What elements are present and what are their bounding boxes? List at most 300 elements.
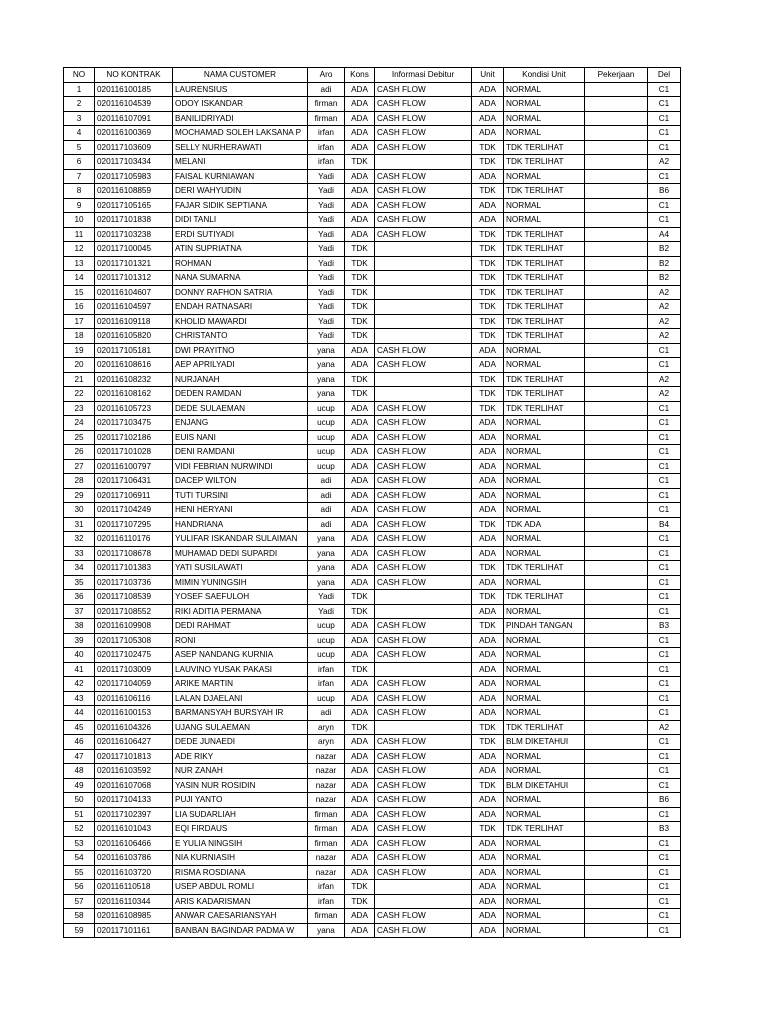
cell-del: B6 (648, 184, 681, 199)
cell-informasi-debitur: CASH FLOW (375, 459, 472, 474)
cell-informasi-debitur: CASH FLOW (375, 358, 472, 373)
cell-del: C1 (648, 474, 681, 489)
cell-pekerjaan (585, 227, 648, 242)
cell-del: C1 (648, 677, 681, 692)
cell-nama-customer: EUIS NANI (173, 430, 308, 445)
cell-unit: ADA (472, 633, 504, 648)
cell-pekerjaan (585, 662, 648, 677)
table-row (64, 430, 681, 445)
cell-unit: ADA (472, 111, 504, 126)
cell-informasi-debitur: CASH FLOW (375, 227, 472, 242)
cell-pekerjaan (585, 590, 648, 605)
cell-del: A2 (648, 285, 681, 300)
cell-informasi-debitur: CASH FLOW (375, 575, 472, 590)
cell-informasi-debitur: CASH FLOW (375, 749, 472, 764)
cell-pekerjaan (585, 793, 648, 808)
table-row (64, 445, 681, 460)
cell-informasi-debitur: CASH FLOW (375, 793, 472, 808)
cell-unit: ADA (472, 662, 504, 677)
cell-pekerjaan (585, 604, 648, 619)
table-row (64, 213, 681, 228)
table-row (64, 677, 681, 692)
cell-no-kontrak: 020116107068 (95, 778, 173, 793)
cell-pekerjaan (585, 648, 648, 663)
cell-unit: TDK (472, 401, 504, 416)
cell-no: 8 (64, 184, 95, 199)
header-kons: Kons (345, 68, 375, 83)
cell-no-kontrak: 020116110176 (95, 532, 173, 547)
cell-nama-customer: ENJANG (173, 416, 308, 431)
cell-no: 48 (64, 764, 95, 779)
cell-unit: ADA (472, 430, 504, 445)
table-row (64, 648, 681, 663)
cell-nama-customer: DERI WAHYUDIN (173, 184, 308, 199)
table-row (64, 416, 681, 431)
cell-no-kontrak: 020116100369 (95, 126, 173, 141)
cell-kons: ADA (345, 909, 375, 924)
cell-nama-customer: AEP APRILYADI (173, 358, 308, 373)
cell-no-kontrak: 020117102397 (95, 807, 173, 822)
table-row (64, 227, 681, 242)
cell-aro: firman (308, 111, 345, 126)
cell-no-kontrak: 020117101321 (95, 256, 173, 271)
cell-no: 9 (64, 198, 95, 213)
cell-kondisi-unit: NORMAL (504, 416, 585, 431)
cell-aro: irfan (308, 155, 345, 170)
cell-unit: ADA (472, 793, 504, 808)
cell-informasi-debitur: CASH FLOW (375, 619, 472, 634)
table-row (64, 169, 681, 184)
cell-informasi-debitur: CASH FLOW (375, 474, 472, 489)
cell-no-kontrak: 020116106116 (95, 691, 173, 706)
cell-aro: yana (308, 532, 345, 547)
cell-unit: TDK (472, 184, 504, 199)
cell-no: 46 (64, 735, 95, 750)
cell-kons: ADA (345, 546, 375, 561)
cell-kons: ADA (345, 445, 375, 460)
cell-aro: irfan (308, 126, 345, 141)
cell-kons: TDK (345, 720, 375, 735)
cell-no-kontrak: 020117101813 (95, 749, 173, 764)
cell-del: C1 (648, 706, 681, 721)
cell-unit: ADA (472, 343, 504, 358)
cell-nama-customer: DWI PRAYITNO (173, 343, 308, 358)
cell-pekerjaan (585, 416, 648, 431)
cell-kons: ADA (345, 807, 375, 822)
cell-kondisi-unit: NORMAL (504, 213, 585, 228)
cell-pekerjaan (585, 242, 648, 257)
cell-aro: ucup (308, 416, 345, 431)
cell-informasi-debitur: CASH FLOW (375, 807, 472, 822)
cell-kons: TDK (345, 271, 375, 286)
cell-del: C1 (648, 343, 681, 358)
cell-unit: TDK (472, 778, 504, 793)
table-row (64, 285, 681, 300)
cell-kons: ADA (345, 851, 375, 866)
cell-informasi-debitur: CASH FLOW (375, 343, 472, 358)
cell-nama-customer: EQI FIRDAUS (173, 822, 308, 837)
cell-unit: ADA (472, 923, 504, 938)
cell-kons: ADA (345, 227, 375, 242)
cell-informasi-debitur (375, 720, 472, 735)
cell-kondisi-unit: TDK TERLIHAT (504, 720, 585, 735)
cell-kondisi-unit: NORMAL (504, 749, 585, 764)
header-aro: Aro (308, 68, 345, 83)
cell-pekerjaan (585, 836, 648, 851)
cell-no-kontrak: 020116103592 (95, 764, 173, 779)
cell-aro: ucup (308, 648, 345, 663)
cell-no-kontrak: 020116108232 (95, 372, 173, 387)
cell-aro: Yadi (308, 256, 345, 271)
cell-aro: irfan (308, 662, 345, 677)
cell-no: 18 (64, 329, 95, 344)
cell-aro: ucup (308, 401, 345, 416)
cell-informasi-debitur: CASH FLOW (375, 126, 472, 141)
table-row (64, 82, 681, 97)
cell-aro: yana (308, 575, 345, 590)
cell-unit: ADA (472, 546, 504, 561)
cell-no: 29 (64, 488, 95, 503)
cell-aro: yana (308, 923, 345, 938)
cell-nama-customer: ASEP NANDANG KURNIA (173, 648, 308, 663)
cell-informasi-debitur: CASH FLOW (375, 633, 472, 648)
cell-no-kontrak: 020117100045 (95, 242, 173, 257)
cell-no-kontrak: 020117103009 (95, 662, 173, 677)
cell-informasi-debitur (375, 271, 472, 286)
cell-unit: TDK (472, 517, 504, 532)
cell-informasi-debitur (375, 604, 472, 619)
cell-unit: ADA (472, 198, 504, 213)
cell-no-kontrak: 020117106911 (95, 488, 173, 503)
cell-unit: ADA (472, 604, 504, 619)
cell-no-kontrak: 020116103786 (95, 851, 173, 866)
cell-aro: irfan (308, 880, 345, 895)
cell-nama-customer: DENI RAMDANI (173, 445, 308, 460)
cell-aro: Yadi (308, 184, 345, 199)
cell-no: 54 (64, 851, 95, 866)
cell-kondisi-unit: NORMAL (504, 546, 585, 561)
cell-del: B2 (648, 256, 681, 271)
cell-aro: ucup (308, 619, 345, 634)
cell-kons: TDK (345, 604, 375, 619)
cell-del: C1 (648, 488, 681, 503)
cell-no-kontrak: 020117108552 (95, 604, 173, 619)
cell-nama-customer: YULIFAR ISKANDAR SULAIMAN (173, 532, 308, 547)
table-row (64, 604, 681, 619)
cell-aro: Yadi (308, 329, 345, 344)
header-unit: Unit (472, 68, 504, 83)
table-row (64, 387, 681, 402)
cell-aro: adi (308, 706, 345, 721)
table-row (64, 880, 681, 895)
cell-pekerjaan (585, 764, 648, 779)
cell-no: 56 (64, 880, 95, 895)
cell-kondisi-unit: NORMAL (504, 807, 585, 822)
cell-kondisi-unit: TDK TERLIHAT (504, 242, 585, 257)
cell-pekerjaan (585, 619, 648, 634)
cell-informasi-debitur: CASH FLOW (375, 561, 472, 576)
cell-no-kontrak: 020116103720 (95, 865, 173, 880)
cell-informasi-debitur (375, 285, 472, 300)
cell-nama-customer: MUHAMAD DEDI SUPARDI (173, 546, 308, 561)
cell-no: 14 (64, 271, 95, 286)
header-pekerjaan: Pekerjaan (585, 68, 648, 83)
cell-del: C1 (648, 532, 681, 547)
cell-no: 26 (64, 445, 95, 460)
cell-kons: ADA (345, 82, 375, 97)
cell-informasi-debitur: CASH FLOW (375, 140, 472, 155)
cell-nama-customer: SELLY NURHERAWATI (173, 140, 308, 155)
cell-kondisi-unit: NORMAL (504, 488, 585, 503)
cell-del: A4 (648, 227, 681, 242)
cell-nama-customer: HANDRIANA (173, 517, 308, 532)
table-row (64, 793, 681, 808)
cell-pekerjaan (585, 445, 648, 460)
cell-informasi-debitur: CASH FLOW (375, 169, 472, 184)
cell-no: 41 (64, 662, 95, 677)
cell-kons: TDK (345, 880, 375, 895)
cell-unit: TDK (472, 329, 504, 344)
cell-aro: adi (308, 488, 345, 503)
table-row (64, 242, 681, 257)
cell-kons: ADA (345, 749, 375, 764)
cell-informasi-debitur: CASH FLOW (375, 851, 472, 866)
cell-kons: ADA (345, 184, 375, 199)
cell-no-kontrak: 020116106466 (95, 836, 173, 851)
cell-unit: ADA (472, 575, 504, 590)
table-row (64, 764, 681, 779)
cell-unit: ADA (472, 474, 504, 489)
cell-unit: ADA (472, 894, 504, 909)
cell-aro: firman (308, 807, 345, 822)
cell-del: C1 (648, 358, 681, 373)
cell-informasi-debitur: CASH FLOW (375, 648, 472, 663)
table-row (64, 735, 681, 750)
table-row (64, 329, 681, 344)
table-row (64, 532, 681, 547)
cell-kons: ADA (345, 706, 375, 721)
cell-unit: TDK (472, 140, 504, 155)
table-row (64, 865, 681, 880)
cell-kons: ADA (345, 97, 375, 112)
cell-no: 42 (64, 677, 95, 692)
cell-nama-customer: ERDI SUTIYADI (173, 227, 308, 242)
cell-nama-customer: RIKI ADITIA PERMANA (173, 604, 308, 619)
cell-nama-customer: PUJI YANTO (173, 793, 308, 808)
cell-informasi-debitur: CASH FLOW (375, 532, 472, 547)
cell-pekerjaan (585, 459, 648, 474)
cell-informasi-debitur: CASH FLOW (375, 97, 472, 112)
cell-kons: ADA (345, 691, 375, 706)
cell-pekerjaan (585, 82, 648, 97)
cell-aro: nazar (308, 764, 345, 779)
table-row (64, 343, 681, 358)
cell-nama-customer: LALAN DJAELANI (173, 691, 308, 706)
cell-unit: ADA (472, 880, 504, 895)
cell-no: 59 (64, 923, 95, 938)
cell-pekerjaan (585, 807, 648, 822)
cell-no: 2 (64, 97, 95, 112)
cell-no: 6 (64, 155, 95, 170)
cell-aro: yana (308, 358, 345, 373)
cell-kondisi-unit: BLM DIKETAHUI (504, 778, 585, 793)
cell-del: C1 (648, 735, 681, 750)
cell-nama-customer: TUTI TURSINI (173, 488, 308, 503)
cell-kondisi-unit: BLM DIKETAHUI (504, 735, 585, 750)
cell-aro: irfan (308, 140, 345, 155)
cell-unit: ADA (472, 764, 504, 779)
cell-nama-customer: RONI (173, 633, 308, 648)
cell-pekerjaan (585, 111, 648, 126)
cell-informasi-debitur (375, 300, 472, 315)
cell-informasi-debitur: CASH FLOW (375, 82, 472, 97)
cell-kons: ADA (345, 213, 375, 228)
cell-kondisi-unit: TDK TERLIHAT (504, 285, 585, 300)
cell-informasi-debitur (375, 314, 472, 329)
cell-kondisi-unit: NORMAL (504, 532, 585, 547)
cell-del: A2 (648, 300, 681, 315)
cell-nama-customer: LAURENSIUS (173, 82, 308, 97)
cell-nama-customer: YASIN NUR ROSIDIN (173, 778, 308, 793)
cell-aro: ucup (308, 430, 345, 445)
cell-aro: firman (308, 909, 345, 924)
cell-unit: ADA (472, 459, 504, 474)
cell-no: 16 (64, 300, 95, 315)
cell-aro: nazar (308, 851, 345, 866)
cell-kondisi-unit: NORMAL (504, 836, 585, 851)
cell-del: C1 (648, 561, 681, 576)
cell-aro: aryn (308, 720, 345, 735)
cell-aro: ucup (308, 691, 345, 706)
cell-no: 51 (64, 807, 95, 822)
cell-informasi-debitur: CASH FLOW (375, 909, 472, 924)
cell-no: 58 (64, 909, 95, 924)
table-row (64, 561, 681, 576)
cell-pekerjaan (585, 532, 648, 547)
cell-kondisi-unit: TDK TERLIHAT (504, 822, 585, 837)
cell-del: A2 (648, 387, 681, 402)
cell-no: 35 (64, 575, 95, 590)
cell-aro: adi (308, 82, 345, 97)
cell-aro: Yadi (308, 271, 345, 286)
cell-no: 49 (64, 778, 95, 793)
cell-aro: nazar (308, 793, 345, 808)
cell-pekerjaan (585, 169, 648, 184)
cell-informasi-debitur: CASH FLOW (375, 430, 472, 445)
cell-del: C1 (648, 923, 681, 938)
cell-kons: TDK (345, 256, 375, 271)
cell-no: 15 (64, 285, 95, 300)
table-row (64, 619, 681, 634)
cell-del: B4 (648, 517, 681, 532)
cell-nama-customer: LIA SUDARLIAH (173, 807, 308, 822)
table-row (64, 923, 681, 938)
cell-pekerjaan (585, 880, 648, 895)
cell-pekerjaan (585, 256, 648, 271)
cell-no-kontrak: 020116104607 (95, 285, 173, 300)
cell-unit: ADA (472, 677, 504, 692)
cell-no: 23 (64, 401, 95, 416)
cell-no: 21 (64, 372, 95, 387)
cell-unit: TDK (472, 314, 504, 329)
table-row (64, 184, 681, 199)
cell-informasi-debitur (375, 590, 472, 605)
cell-kondisi-unit: NORMAL (504, 880, 585, 895)
cell-kondisi-unit: NORMAL (504, 662, 585, 677)
cell-unit: TDK (472, 561, 504, 576)
cell-no: 52 (64, 822, 95, 837)
cell-informasi-debitur (375, 372, 472, 387)
cell-informasi-debitur: CASH FLOW (375, 691, 472, 706)
cell-no-kontrak: 020116109118 (95, 314, 173, 329)
cell-no: 17 (64, 314, 95, 329)
cell-kons: ADA (345, 619, 375, 634)
cell-pekerjaan (585, 735, 648, 750)
cell-no-kontrak: 020117101383 (95, 561, 173, 576)
cell-del: B3 (648, 619, 681, 634)
cell-no-kontrak: 020117105983 (95, 169, 173, 184)
table-row (64, 546, 681, 561)
table-row (64, 749, 681, 764)
cell-no-kontrak: 020117103609 (95, 140, 173, 155)
cell-kondisi-unit: NORMAL (504, 691, 585, 706)
cell-informasi-debitur: CASH FLOW (375, 735, 472, 750)
cell-nama-customer: ANWAR CAESARIANSYAH (173, 909, 308, 924)
cell-kondisi-unit: TDK TERLIHAT (504, 372, 585, 387)
cell-no: 12 (64, 242, 95, 257)
cell-pekerjaan (585, 706, 648, 721)
cell-no: 45 (64, 720, 95, 735)
cell-kondisi-unit: TDK TERLIHAT (504, 227, 585, 242)
cell-no-kontrak: 020116105723 (95, 401, 173, 416)
cell-no-kontrak: 020116100153 (95, 706, 173, 721)
cell-kons: ADA (345, 764, 375, 779)
table-row (64, 140, 681, 155)
cell-informasi-debitur: CASH FLOW (375, 865, 472, 880)
cell-no-kontrak: 020116108162 (95, 387, 173, 402)
table-row (64, 894, 681, 909)
cell-kons: ADA (345, 793, 375, 808)
cell-aro: ucup (308, 459, 345, 474)
cell-del: C1 (648, 764, 681, 779)
cell-aro: irfan (308, 894, 345, 909)
cell-nama-customer: NANA SUMARNA (173, 271, 308, 286)
cell-informasi-debitur: CASH FLOW (375, 546, 472, 561)
cell-kondisi-unit: NORMAL (504, 894, 585, 909)
cell-unit: ADA (472, 488, 504, 503)
cell-informasi-debitur: CASH FLOW (375, 677, 472, 692)
table-row (64, 488, 681, 503)
cell-unit: TDK (472, 242, 504, 257)
cell-unit: TDK (472, 619, 504, 634)
cell-nama-customer: ENDAH RATNASARI (173, 300, 308, 315)
cell-pekerjaan (585, 894, 648, 909)
cell-unit: ADA (472, 706, 504, 721)
customer-data-table (63, 67, 681, 938)
cell-informasi-debitur (375, 662, 472, 677)
cell-no: 5 (64, 140, 95, 155)
cell-kons: ADA (345, 459, 375, 474)
cell-kons: TDK (345, 662, 375, 677)
cell-nama-customer: FAJAR SIDIK SEPTIANA (173, 198, 308, 213)
cell-unit: TDK (472, 227, 504, 242)
cell-no-kontrak: 020117101028 (95, 445, 173, 460)
cell-pekerjaan (585, 923, 648, 938)
cell-aro: Yadi (308, 242, 345, 257)
cell-aro: Yadi (308, 227, 345, 242)
cell-del: C1 (648, 894, 681, 909)
cell-pekerjaan (585, 285, 648, 300)
